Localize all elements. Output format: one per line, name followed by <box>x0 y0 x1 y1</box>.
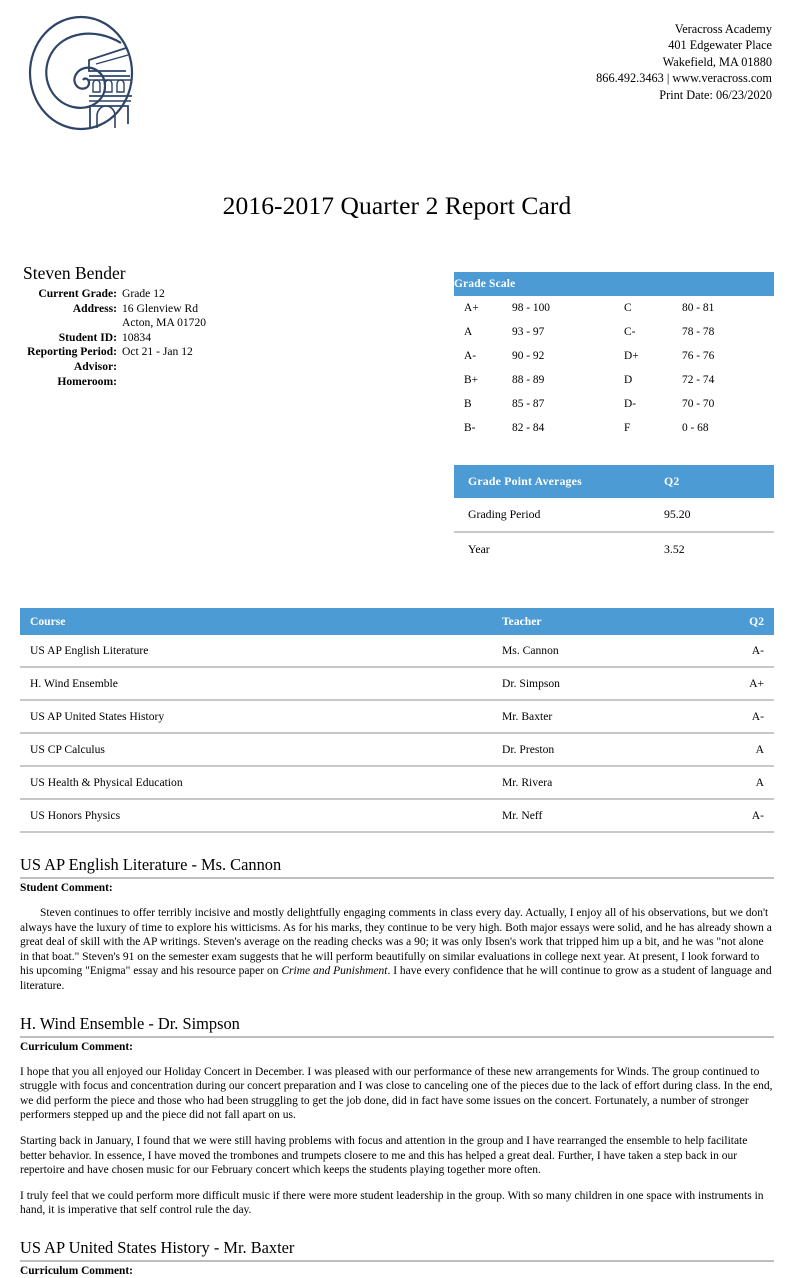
school-city-state: Wakefield, MA 01880 <box>662 54 772 69</box>
course-table-header-row <box>20 608 774 635</box>
label-student-id: Student ID: <box>58 330 117 344</box>
comment-course-title: US AP English Literature - Ms. Cannon <box>20 855 774 879</box>
info-row-homeroom <box>23 375 423 390</box>
grade-label: D- <box>624 398 637 410</box>
grade-label: B- <box>464 422 476 434</box>
table-row <box>20 733 774 766</box>
table-row <box>20 700 774 733</box>
table-row <box>454 344 774 368</box>
course-grade: A- <box>724 635 774 667</box>
course-name: US Honors Physics <box>20 799 502 832</box>
page-header <box>20 0 774 144</box>
course-name: US AP English Literature <box>20 635 502 667</box>
table-row <box>20 635 774 667</box>
grade-scale-header-row <box>454 272 774 296</box>
grade-range: 76 - 76 <box>682 350 715 362</box>
comment-course-title: H. Wind Ensemble - Dr. Simpson <box>20 1014 774 1038</box>
grade-label: D <box>624 374 633 386</box>
column-header-grade: Q2 <box>724 608 774 635</box>
school-phone-web: 866.492.3463 | www.veracross.com <box>596 71 772 86</box>
comment-body <box>20 1054 774 1218</box>
course-name: H. Wind Ensemble <box>20 667 502 700</box>
grade-range: 90 - 92 <box>512 350 545 362</box>
label-address: Address: <box>72 301 117 315</box>
student-name: Steven Bender <box>23 263 126 283</box>
value-address-line2: Acton, MA 01720 <box>122 316 207 330</box>
course-grade: A+ <box>724 667 774 700</box>
comment-section-english <box>20 833 774 994</box>
table-row <box>454 368 774 392</box>
comment-text-part2: . I have every confidence that he will continue to grow as a student of language and literature. <box>20 965 772 992</box>
table-row <box>20 667 774 700</box>
comment-subtitle: Student Comment: <box>20 882 113 894</box>
table-row <box>454 416 774 440</box>
grade-range: 82 - 84 <box>512 422 545 434</box>
gpa-header-label: Grade Point Averages <box>468 474 582 488</box>
grade-label: D+ <box>624 350 639 362</box>
veracross-column-logo <box>25 14 137 132</box>
table-row <box>20 766 774 799</box>
column-header-teacher: Teacher <box>502 608 724 635</box>
gpa-row-label: Year <box>468 542 490 556</box>
comment-subtitle: Curriculum Comment: <box>20 1040 133 1053</box>
value-reporting-period: Oct 21 - Jan 12 <box>122 345 193 359</box>
school-contact-info <box>596 14 774 103</box>
info-row-current-grade <box>23 287 423 302</box>
comment-section-wind-ensemble <box>20 994 774 1218</box>
gpa-row-label: Grading Period <box>454 498 664 532</box>
comment-section-history <box>20 1218 774 1278</box>
grade-label: B+ <box>464 374 479 386</box>
grade-label: B <box>464 398 472 410</box>
gpa-row-value: 3.52 <box>664 542 685 556</box>
info-row-address-line2 <box>23 316 423 331</box>
grade-range: 72 - 74 <box>682 374 715 386</box>
course-teacher: Mr. Rivera <box>502 766 724 799</box>
course-teacher: Mr. Neff <box>502 799 724 832</box>
grade-label: A+ <box>464 302 479 314</box>
grade-label: C- <box>624 326 636 338</box>
table-row <box>454 498 774 532</box>
grade-label: A <box>464 326 473 338</box>
student-and-scales-section <box>20 221 774 566</box>
comment-paragraph: I truly feel that we could perform more difficult music if there were more student leadership in the group. With so many children in one space with instruments in hand, it is imperative that self control rule the day. <box>20 1189 764 1217</box>
grade-range: 93 - 97 <box>512 326 545 338</box>
gpa-header-row <box>454 465 774 498</box>
comment-body <box>20 895 774 994</box>
scales-column <box>454 263 774 566</box>
grade-label: C <box>624 302 632 314</box>
comment-paragraph: I hope that you all enjoyed our Holiday Concert in December. I was pleased with our performance of these new arrangements for Winds. The group continued to struggle with focus and concentration during our concert preparation and I was close to canceling one of the pieces due to the lack of effort during class. In the end, we did perform the piece and those who had been struggling to get the job done, did in fact have some issues on the concert. Fortunately, a number of stronger performers stepped up and the piece did not fall apart on us. <box>20 1065 773 1122</box>
grade-scale-header: Grade Scale <box>454 278 516 290</box>
comment-paragraph: Starting back in January, I found that we were still having problems with focus and attention in the group and I have rearranged the ensemble to help facilitate better behavior. In essence, I have moved the trombones and trumpets closere to me and this has helped a great deal. Further, I have taken a step back in our repertoire and have chosen music for our February concert which keeps the students playing together more often. <box>20 1134 748 1177</box>
value-student-id: 10834 <box>122 330 151 344</box>
course-teacher: Mr. Baxter <box>502 700 724 733</box>
comment-text-part1: Steven continues to offer terribly incisive and mostly delightfully engaging comments in class every day. Actually, I enjoy all of his observations, but we don't always have the luxury of time to explore his witticisms. As for his marks, they continue to be very high. Both major essays were solid, and he has already shown a great deal of skill with the AP writings. Steven's average on the reading checks was a 90; it was only Ibsen's work that tripped him up a bit, and he was "not alone in that boat." Steven's 91 on the semester exam suggests that he will perform beautifully on similar evaluations in college next year. At present, I look forward to his upcoming "Enigma" essay and his resource paper on <box>20 907 772 978</box>
gpa-header-term: Q2 <box>664 474 680 488</box>
grade-label: A- <box>464 350 477 362</box>
school-street: 401 Edgewater Place <box>668 38 772 53</box>
grade-range: 0 - 68 <box>682 422 709 434</box>
info-row-address <box>23 302 423 317</box>
comment-paragraph <box>20 906 774 994</box>
school-name: Veracross Academy <box>674 22 772 36</box>
comment-course-title: US AP United States History - Mr. Baxter <box>20 1238 774 1262</box>
table-row <box>20 799 774 832</box>
grade-range: 88 - 89 <box>512 374 545 386</box>
table-row <box>454 296 774 320</box>
course-teacher: Dr. Preston <box>502 733 724 766</box>
page-title: 2016-2017 Quarter 2 Report Card <box>222 191 572 220</box>
comment-text-italic-title: Crime and Punishment <box>281 965 388 978</box>
course-name: US Health & Physical Education <box>20 766 502 799</box>
value-current-grade: Grade 12 <box>122 287 165 300</box>
print-date: Print Date: 06/23/2020 <box>659 87 772 102</box>
gpa-row-value: 95.20 <box>664 498 774 532</box>
course-teacher: Ms. Cannon <box>502 635 724 667</box>
label-advisor: Advisor: <box>73 359 117 373</box>
grade-range: 85 - 87 <box>512 398 545 410</box>
course-grade: A- <box>724 700 774 733</box>
value-address-line1: 16 Glenview Rd <box>122 301 198 315</box>
grade-range: 78 - 78 <box>682 326 715 338</box>
course-teacher: Dr. Simpson <box>502 667 724 700</box>
grade-range: 98 - 100 <box>512 302 550 314</box>
course-grade: A- <box>724 799 774 832</box>
info-row-reporting-period <box>23 345 423 360</box>
label-reporting-period: Reporting Period: <box>27 345 117 359</box>
comment-subtitle: Curriculum Comment: <box>20 1264 133 1277</box>
label-address-blank <box>23 316 122 331</box>
course-name: US CP Calculus <box>20 733 502 766</box>
course-grade: A <box>724 733 774 766</box>
courses-section <box>20 566 774 833</box>
grade-range: 70 - 70 <box>682 398 715 410</box>
gpa-table <box>454 465 774 566</box>
course-grade: A <box>724 766 774 799</box>
column-header-course: Course <box>20 608 502 635</box>
table-row <box>454 532 774 566</box>
course-name: US AP United States History <box>20 700 502 733</box>
table-row <box>454 392 774 416</box>
grade-label: F <box>624 422 631 434</box>
label-homeroom: Homeroom: <box>57 374 117 388</box>
grade-scale-table <box>454 272 774 440</box>
course-grades-table <box>20 608 774 833</box>
info-row-advisor <box>23 360 423 375</box>
student-info-block <box>20 263 423 389</box>
label-current-grade: Current Grade: <box>38 287 117 300</box>
info-row-student-id <box>23 331 423 346</box>
grade-range: 80 - 81 <box>682 302 715 314</box>
table-row <box>454 320 774 344</box>
